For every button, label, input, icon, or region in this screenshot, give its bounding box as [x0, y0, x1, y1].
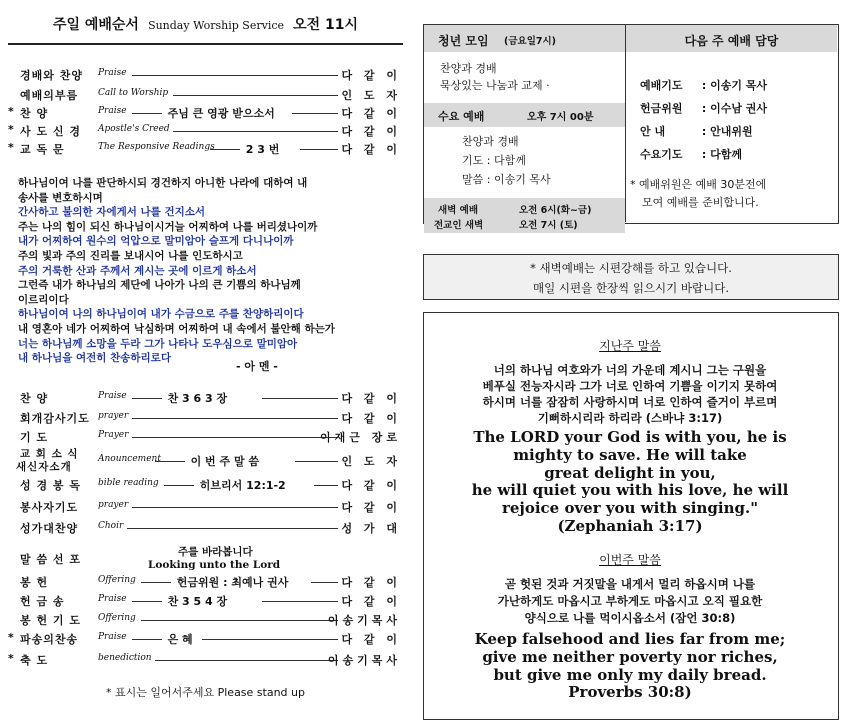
- reading-line: 내 영혼아 네가 어찌하여 낙심하며 어찌하여 내 속에서 불안해 하는가: [18, 322, 335, 335]
- order-row: [8, 140, 403, 158]
- item-english: Anouncement: [98, 454, 161, 464]
- order-row: [8, 651, 403, 669]
- order-row: [8, 573, 403, 591]
- leader-line: [173, 131, 338, 132]
- leader-line: [132, 113, 162, 114]
- scripture-line: 하시며 너를 잠잠히 사랑하시며 너로 인하여 즐거이 부르며: [482, 395, 778, 409]
- next-title: 다음 주 예배 담당: [684, 34, 779, 48]
- role-person: 안내위원: [710, 125, 753, 138]
- notice-line: * 새벽예배는 시편강해를 하고 있습니다.: [530, 261, 732, 275]
- item-name: 찬 양: [20, 392, 49, 405]
- item-name: 교 회 소 식: [20, 448, 79, 460]
- wed-line: 말씀 : 이송기 목사: [462, 173, 551, 186]
- item-name: 성가대찬양: [20, 522, 79, 535]
- item-leader: 인 도 자: [341, 89, 401, 102]
- dawn-label-1: 새벽 예배: [438, 205, 479, 216]
- item-leader: 다 같 이: [341, 501, 401, 514]
- reading-line: 주의 거룩한 산과 주께서 계시는 곳에 이르게 하소서: [18, 264, 257, 277]
- reading-line: 송사를 변호하시며: [18, 191, 103, 204]
- scripture-line: give me neither poverty nor riches,: [482, 647, 778, 666]
- youth-when: (금요일7시): [504, 36, 557, 47]
- role-separator: :: [698, 148, 711, 161]
- leader-line: [141, 582, 171, 583]
- order-row: [8, 630, 403, 648]
- order-row: [8, 592, 403, 610]
- leader-line: [155, 660, 338, 661]
- title-divider: [8, 43, 403, 45]
- schedule-divider: [625, 24, 626, 222]
- dawn-time-1: 오전 6시(화~금): [519, 205, 592, 216]
- stand-marker: *: [8, 652, 14, 665]
- item-leader: 다 같 이: [341, 392, 401, 405]
- item-name: 예배의부름: [20, 89, 79, 102]
- reading-line: 주는 나의 힘이 되신 하나님이시거늘 어찌하여 나를 버리셨나이까: [18, 220, 318, 233]
- dawn-notice: [423, 254, 839, 300]
- item-name: 봉사자기도: [20, 501, 79, 514]
- scripture-line: 양식으로 나를 먹이시옵소서 (잠언 30:8): [524, 611, 736, 625]
- item-english: prayer: [98, 411, 129, 421]
- scripture-line: he will quiet you with his love, he will: [471, 481, 789, 500]
- leader-line: [314, 485, 338, 486]
- item-english: Offering: [98, 575, 136, 585]
- sermon-title-en: Looking unto the Lord: [148, 559, 281, 571]
- dawn-time-2: 오전 7시 (토): [519, 220, 578, 231]
- item-detail: 히브리서 12:1-2: [199, 479, 286, 492]
- leader-line: [262, 601, 338, 602]
- next-roles: [640, 74, 767, 166]
- stand-marker: *: [8, 105, 14, 118]
- stand-marker: *: [8, 123, 14, 136]
- role-row: [640, 120, 767, 143]
- leader-line: [210, 149, 240, 150]
- order-row: [8, 611, 403, 629]
- item-english: benediction: [98, 653, 152, 663]
- this-week-korean: [423, 576, 837, 627]
- scripture-line: 너의 하나님 여호와가 너의 가운데 계시니 그는 구원을: [493, 363, 767, 377]
- leader-line: [202, 639, 338, 640]
- role-separator: :: [698, 102, 711, 115]
- role-person: 이송기 목사: [710, 79, 768, 92]
- item-name: 경배와 찬양: [20, 69, 83, 82]
- order-row: [8, 476, 403, 494]
- item-english: The Responsive Readings: [98, 142, 215, 152]
- scripture-line: 가난하게도 마옵시고 부하게도 마옵시고 오직 필요한: [497, 594, 763, 608]
- item-leader: 이송기목사: [327, 614, 401, 627]
- role-row: [640, 97, 767, 120]
- item-name: 말 씀 선 포: [20, 553, 81, 566]
- role-name: 예배기도: [640, 79, 683, 92]
- dawn-label-2: 전교인 새벽: [434, 220, 484, 231]
- item-detail: 이 번 주 말 씀: [190, 455, 260, 468]
- title-english: Sunday Worship Service: [148, 19, 285, 32]
- youth-line: 찬양과 경배: [440, 62, 497, 75]
- scripture-line: 곧 헛된 것과 거짓말을 내게서 멀리 하옵시며 나를: [504, 577, 756, 591]
- reading-line: 주의 빛과 주의 진리를 보내시어 나를 인도하시고: [18, 249, 243, 262]
- wed-line: 찬양과 경배: [462, 135, 519, 148]
- leader-line: [132, 75, 338, 76]
- item-detail: 찬 3 5 4 장: [167, 595, 228, 608]
- order-row: [8, 409, 403, 427]
- item-name: 찬 양: [20, 107, 49, 120]
- scripture-line: Proverbs 30:8): [568, 683, 692, 702]
- item-leader: 다 같 이: [341, 125, 401, 138]
- item-english: Choir: [98, 521, 124, 531]
- scripture-line: 베푸실 전능자시라 그가 너로 인하여 기쁨을 이기지 못하여: [482, 379, 778, 393]
- item-leader: 이송기목사: [327, 654, 401, 667]
- this-week-title: 이번주 말씀: [599, 553, 661, 567]
- leader-line: [155, 461, 185, 462]
- leader-line: [173, 95, 338, 96]
- role-row: [640, 143, 767, 166]
- order-row: [8, 498, 403, 516]
- leader-line: [300, 149, 338, 150]
- item-detail: 은 혜: [167, 633, 193, 646]
- dawn-header: [424, 198, 625, 233]
- order-row: [8, 519, 403, 537]
- next-note: [630, 176, 766, 212]
- item-leader: 다 같 이: [341, 595, 401, 608]
- scripture-line: The LORD your God is with you, he is: [473, 428, 787, 446]
- role-name: 안 내: [640, 125, 666, 138]
- scripture-line: Keep falsehood and lies far from me;: [474, 630, 786, 648]
- wed-body: [462, 132, 551, 189]
- leader-line: [141, 620, 338, 621]
- item-leader: 다 같 이: [341, 479, 401, 492]
- item-detail: 헌금위원 : 최예나 권사: [176, 576, 289, 589]
- leader-line: [132, 507, 338, 508]
- item-leader: 다 같 이: [341, 69, 401, 82]
- stand-note: * 표시는 일어서주세요 Please stand up: [105, 686, 305, 699]
- wed-line: 기도 : 다함께: [462, 154, 526, 167]
- item-name-2: 새신자소개: [16, 461, 72, 473]
- amen: - 아 멘 -: [236, 360, 278, 373]
- item-name: 헌 금 송: [20, 595, 65, 608]
- youth-line: 묵상있는 나눔과 교제 ·: [440, 79, 550, 92]
- wed-time: 오후 7시 00분: [527, 112, 594, 123]
- title-korean: 주일 예배순서: [52, 17, 139, 33]
- leader-line: [164, 485, 194, 486]
- leader-line: [132, 639, 162, 640]
- reading-line: 내 하나님을 여전히 찬송하리로다: [18, 352, 171, 365]
- stand-marker: *: [8, 141, 14, 154]
- item-english: Praise: [98, 68, 127, 78]
- order-row: [8, 546, 403, 571]
- item-english: Praise: [98, 632, 127, 642]
- role-name: 수요기도: [640, 148, 683, 161]
- item-english: Offering: [98, 613, 136, 623]
- youth-title: 청년 모임: [438, 34, 489, 48]
- order-row: [8, 122, 403, 140]
- scripture-line: but give me only my daily bread.: [493, 665, 767, 684]
- reading-line: 그런즉 내가 하나님의 제단에 나아가 나의 큰 기쁨의 하나님께: [18, 279, 301, 292]
- role-person: 이수남 권사: [710, 102, 768, 115]
- role-separator: :: [698, 79, 711, 92]
- reading-line: 간사하고 불의한 자에게서 나를 건지소서: [18, 206, 206, 219]
- order-row: [8, 448, 403, 473]
- last-week-korean: [423, 362, 837, 426]
- wed-title: 수요 예배: [438, 110, 485, 123]
- item-leader: 다 같 이: [341, 107, 401, 120]
- title-time: 오전 11시: [293, 17, 359, 33]
- item-english: Praise: [98, 594, 127, 604]
- item-name: 봉 헌 기 도: [20, 614, 81, 627]
- order-row: [8, 104, 403, 122]
- role-separator: :: [698, 125, 711, 138]
- last-week-english: [423, 429, 837, 536]
- item-leader: 성 가 대: [341, 522, 401, 535]
- page-title: [8, 14, 403, 34]
- reading-line: 하나님이여 나를 판단하시되 경건하지 아니한 나라에 대하여 내: [18, 177, 308, 189]
- leader-line: [132, 398, 162, 399]
- order-row: [8, 428, 403, 446]
- leader-line: [127, 528, 338, 529]
- youth-body: [440, 60, 550, 94]
- item-name: 봉 헌: [20, 576, 49, 589]
- reading-line: 이르리이다: [18, 293, 69, 306]
- item-leader: 인 도 자: [341, 455, 401, 468]
- item-detail: 2 3 번: [245, 143, 280, 156]
- item-name: 사 도 신 경: [20, 125, 81, 138]
- item-detail: 찬 3 6 3 장: [167, 392, 228, 405]
- youth-header: [424, 25, 625, 52]
- next-note-line: 모여 예배를 준비합니다.: [642, 196, 759, 209]
- last-week-title: 지난주 말씀: [599, 339, 661, 353]
- scripture-line: (Zephaniah 3:17): [557, 516, 703, 535]
- item-detail: 주님 큰 영광 받으소서: [167, 107, 275, 120]
- leader-line: [132, 437, 338, 438]
- this-week-english: [423, 631, 837, 702]
- item-english: prayer: [98, 500, 129, 510]
- reading-line: 내가 어찌하여 원수의 억압으로 말미암아 슬프게 다니나이까: [18, 235, 294, 248]
- sermon-title: 주를 바라봅니다: [178, 546, 253, 558]
- item-leader: 이재근 장로: [320, 431, 401, 444]
- item-english: bible reading: [98, 478, 159, 488]
- order-row: [8, 389, 403, 407]
- item-english: Call to Worship: [98, 88, 169, 98]
- item-leader: 다 같 이: [341, 412, 401, 425]
- item-english: Apostle's Creed: [98, 124, 170, 134]
- item-english: Prayer: [98, 430, 129, 440]
- leader-line: [132, 418, 338, 419]
- role-person: 다함께: [710, 148, 742, 161]
- item-name: 기 도: [20, 431, 49, 444]
- item-name: 축 도: [20, 654, 49, 667]
- order-row: [8, 86, 403, 104]
- role-row: [640, 74, 767, 97]
- item-leader: 다 같 이: [341, 143, 401, 156]
- item-leader: 다 같 이: [341, 633, 401, 646]
- item-name: 회개감사기도: [20, 412, 90, 425]
- item-english: Praise: [98, 391, 127, 401]
- leader-line: [311, 582, 338, 583]
- leader-line: [262, 398, 338, 399]
- notice-line: 매일 시편을 한장씩 읽으시기 바랍니다.: [532, 281, 730, 295]
- responsive-reading: [18, 176, 403, 366]
- reading-line: 너는 하나님께 소망을 두라 그가 나타나 도우심으로 말미암아: [18, 337, 298, 350]
- item-name: 성 경 봉 독: [20, 479, 81, 492]
- scripture-line: mighty to save. He will take: [513, 445, 747, 464]
- wed-header: [424, 103, 625, 127]
- leader-line: [292, 113, 338, 114]
- item-name: 파송의찬송: [20, 633, 79, 646]
- item-name: 교 독 문: [20, 143, 65, 156]
- item-english: Praise: [98, 106, 127, 116]
- stand-marker: *: [8, 631, 14, 644]
- next-header: [626, 25, 837, 52]
- item-leader: 다 같 이: [341, 576, 401, 589]
- scripture-line: rejoice over you with singing.": [501, 499, 759, 518]
- scripture-line: great delight in you,: [544, 463, 716, 482]
- leader-line: [295, 461, 338, 462]
- next-note-line: * 예배위원은 예배 30분전에: [630, 178, 767, 191]
- order-row: [8, 66, 403, 84]
- scripture-line: 기뻐하시리라 하리라 (스바냐 3:17): [537, 411, 723, 425]
- reading-line: 하나님이여 나의 하나님이여 내가 수금으로 주를 찬양하리이다: [18, 308, 304, 321]
- role-name: 헌금위원: [640, 102, 683, 115]
- leader-line: [132, 601, 162, 602]
